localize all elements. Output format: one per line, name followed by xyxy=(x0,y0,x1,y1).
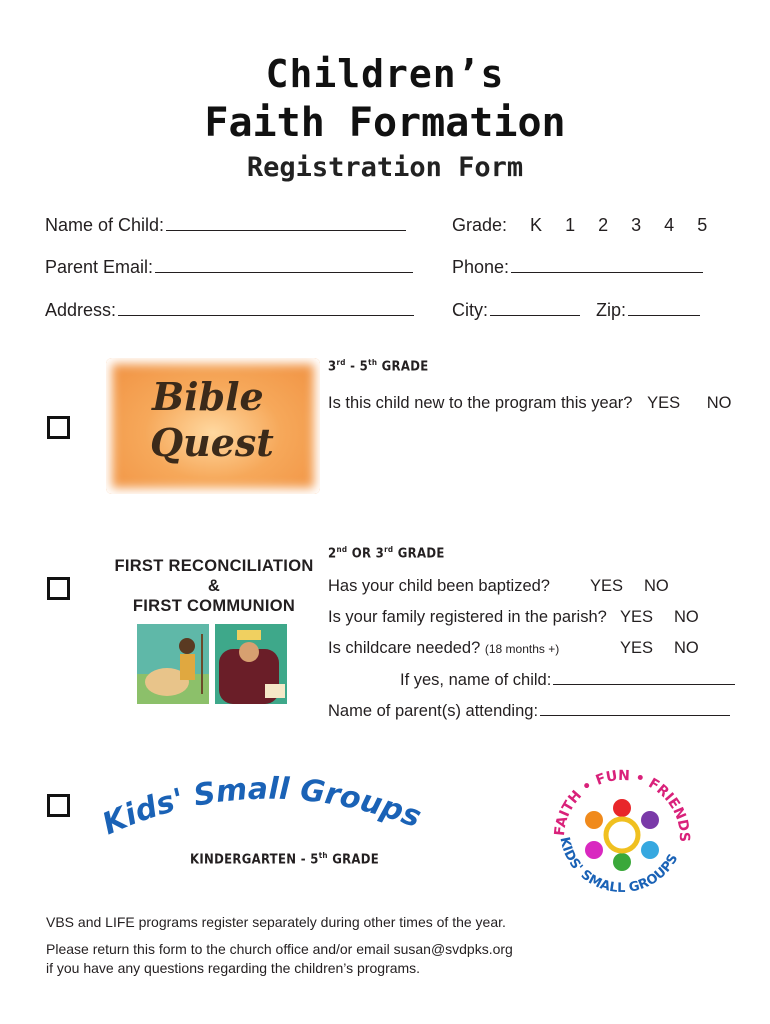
baptized-yes-option[interactable]: YES xyxy=(590,577,624,595)
reconciliation-grade xyxy=(328,545,445,561)
grade-label: Grade: xyxy=(452,215,508,235)
logo-bottom-text: KIDS' SMALL GROUPS xyxy=(556,835,682,897)
footer-line-2: Please return this form to the church office and/or email susan@svdpks.org xyxy=(46,941,513,957)
bq-grade-a: 3 xyxy=(328,359,337,375)
grade-option-2[interactable]: 2 xyxy=(598,215,609,235)
childcare-child-name-field[interactable] xyxy=(400,671,735,690)
zip-line[interactable] xyxy=(628,301,700,316)
grade-option-5[interactable]: 5 xyxy=(697,215,708,235)
childcare-child-name-line[interactable] xyxy=(553,672,735,685)
parents-attending-field[interactable] xyxy=(328,702,730,721)
city-line[interactable] xyxy=(490,301,580,316)
grade-field xyxy=(452,215,707,236)
childcare-no-option[interactable]: NO xyxy=(674,639,699,657)
bible-quest-image-text-1: Bible xyxy=(152,374,264,419)
reconciliation-title xyxy=(106,556,322,616)
childcare-label: Is childcare needed? xyxy=(328,639,481,657)
form-subtitle: Registration Form xyxy=(246,152,524,183)
bible-quest-grade xyxy=(328,358,429,374)
footer-line-3: if you have any questions regarding the children’s programs. xyxy=(46,960,421,976)
bible-quest-image-text-2: Quest xyxy=(150,420,274,465)
bq-grade-sup2: th xyxy=(368,358,378,367)
parent-email-line[interactable] xyxy=(155,258,413,273)
registered-label: Is your family registered in the parish? xyxy=(328,608,607,626)
zip-label: Zip: xyxy=(596,300,627,320)
city-label: City: xyxy=(452,300,488,320)
new-to-program-question xyxy=(328,394,731,413)
small-groups-title xyxy=(100,760,430,850)
zip-field[interactable] xyxy=(596,300,700,321)
bq-grade-c: GRADE xyxy=(377,359,429,375)
childcare-child-name-label: If yes, name of child: xyxy=(400,671,552,689)
sg-grade-a: KINDERGARTEN - 5 xyxy=(190,852,319,868)
address-line[interactable] xyxy=(118,301,414,316)
sg-grade-sup: th xyxy=(318,851,328,860)
phone-label: Phone: xyxy=(452,257,510,277)
parent-email-label: Parent Email: xyxy=(45,257,154,277)
rc-grade-sup1: nd xyxy=(336,545,348,554)
child-name-label: Name of Child: xyxy=(45,215,165,235)
svg-text:Kids' Small Groups xyxy=(100,772,426,843)
bible-quest-checkbox[interactable] xyxy=(47,416,70,439)
grade-option-4[interactable]: 4 xyxy=(664,215,675,235)
rc-grade-a: 2 xyxy=(328,546,337,562)
reconciliation-image xyxy=(137,624,287,704)
child-name-field[interactable] xyxy=(45,215,406,236)
sg-grade-b: GRADE xyxy=(327,852,380,868)
grade-option-1[interactable]: 1 xyxy=(565,215,576,235)
rc-grade-c: GRADE xyxy=(393,546,445,562)
parents-attending-line[interactable] xyxy=(540,703,730,716)
recon-title-1: FIRST RECONCILIATION xyxy=(114,557,314,575)
registered-yes-option[interactable]: YES xyxy=(620,608,654,626)
childcare-note: (18 months +) xyxy=(484,642,560,656)
baptized-label: Has your child been baptized? xyxy=(328,577,550,595)
rc-grade-sup2: rd xyxy=(384,545,394,554)
new-yes-option[interactable]: YES xyxy=(647,394,681,412)
bible-quest-image xyxy=(106,358,320,494)
bq-grade-sup1: rd xyxy=(336,358,346,367)
address-field[interactable] xyxy=(45,300,414,321)
parents-attending-label: Name of parent(s) attending: xyxy=(328,702,539,720)
rc-grade-b: OR 3 xyxy=(347,546,385,562)
logo-top-text: FAITH • FUN • FRIENDS xyxy=(551,767,693,843)
childcare-question xyxy=(328,639,559,658)
recon-title-2: & xyxy=(207,577,221,595)
title-line-1: Children’s xyxy=(265,52,505,96)
registered-no-option[interactable]: NO xyxy=(674,608,699,626)
reconciliation-checkbox[interactable] xyxy=(47,577,70,600)
title-line-2: Faith Formation xyxy=(204,100,566,146)
small-groups-checkbox[interactable] xyxy=(47,794,70,817)
small-groups-title-text: Kids' Small Groups xyxy=(100,771,426,843)
registered-question xyxy=(328,608,607,627)
footer-line-1: VBS and LIFE programs register separately during other times of the year. xyxy=(46,914,506,930)
bq-grade-b: - 5 xyxy=(345,359,369,375)
grade-option-3[interactable]: 3 xyxy=(631,215,642,235)
city-field[interactable] xyxy=(452,300,580,321)
small-groups-logo xyxy=(546,758,698,910)
recon-title-3: FIRST COMMUNION xyxy=(132,597,296,615)
childcare-yes-option[interactable]: YES xyxy=(620,639,654,657)
baptized-question xyxy=(328,577,550,596)
phone-line[interactable] xyxy=(511,258,703,273)
parent-email-field[interactable] xyxy=(45,257,413,278)
address-label: Address: xyxy=(45,300,117,320)
small-groups-grade xyxy=(190,851,379,867)
new-to-program-label: Is this child new to the program this year? xyxy=(328,394,633,412)
phone-field[interactable] xyxy=(452,257,703,278)
grade-option-k[interactable]: K xyxy=(530,215,543,235)
new-no-option[interactable]: NO xyxy=(706,394,732,412)
baptized-no-option[interactable]: NO xyxy=(644,577,669,595)
child-name-line[interactable] xyxy=(166,216,406,231)
